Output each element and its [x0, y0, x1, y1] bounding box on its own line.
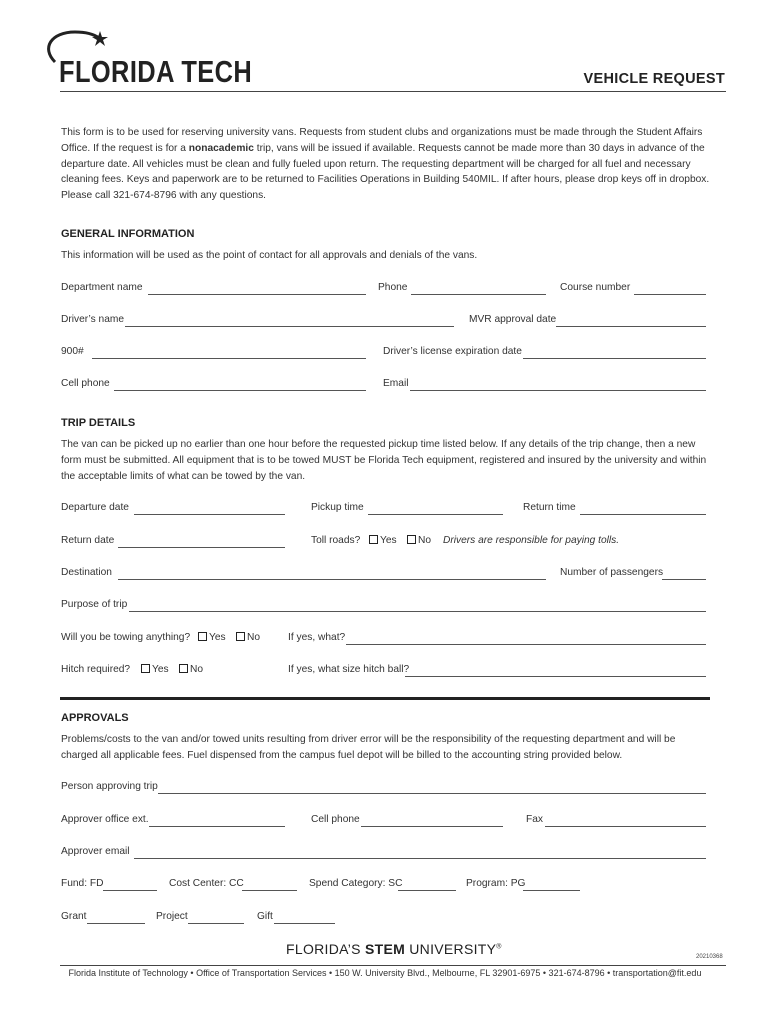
cost-center-label: Cost Center: CC: [169, 878, 244, 889]
gift-field[interactable]: [274, 923, 335, 924]
trip-note: The van can be picked up no earlier than one hour before the requested pickup time listed below. If any details of the trip change, then a new form must be submitted. All equipment that is to be towed MUST be Florida Tech equipment, registered and insured by the university and within the acceptable limits of what can be towed by the van.: [61, 439, 707, 482]
hitch-yes-option[interactable]: [141, 664, 169, 675]
toll-roads-label: Toll roads?: [311, 535, 361, 546]
department-name-label: Department name: [61, 282, 143, 293]
form-code: 20210368: [696, 954, 723, 960]
approvals-note: Problems/costs to the van and/or towed units resulting from driver error will be the responsibility of the requesting department and will be charged all applicable fees. Fuel dispensed from the campus fuel depot will be billed to the accounting string provided below.: [61, 734, 676, 761]
approver-email-label: Approver email: [61, 846, 130, 857]
grant-label: Grant: [61, 911, 87, 922]
id-900-field[interactable]: [92, 358, 366, 359]
person-approving-label: Person approving trip: [61, 781, 158, 792]
license-exp-label: Driver’s license expiration date: [383, 346, 522, 357]
return-date-field[interactable]: [118, 547, 285, 548]
passengers-field[interactable]: [662, 579, 706, 580]
license-exp-field[interactable]: [523, 358, 706, 359]
cell-phone-label: Cell phone: [61, 378, 110, 389]
intro-paragraph: [61, 125, 713, 204]
purpose-label: Purpose of trip: [61, 599, 128, 610]
spend-category-label: Spend Category: SC: [309, 878, 403, 889]
general-note: This information will be used as the point of contact for all approvals and denials of the vans.: [61, 250, 478, 261]
course-number-label: Course number: [560, 282, 631, 293]
towing-no-checkbox[interactable]: [236, 632, 245, 641]
office-ext-field[interactable]: [149, 826, 285, 827]
office-ext-label: Approver office ext.: [61, 814, 149, 825]
towing-what-field[interactable]: [346, 644, 706, 645]
program-field[interactable]: [523, 890, 580, 891]
purpose-field[interactable]: [129, 611, 706, 612]
mvr-date-label: MVR approval date: [469, 314, 557, 325]
fax-label: Fax: [526, 814, 543, 825]
drivers-name-label: Driver’s name: [61, 314, 125, 325]
footer-address: Florida Institute of Technology • Office of Transportation Services • 150 W. University Blvd., Melbourne, FL 32901-6975 • 321-674-8796 • transportation@fit.edu: [68, 968, 702, 978]
cell-phone-field[interactable]: [114, 390, 366, 391]
towing-label: Will you be towing anything?: [61, 632, 191, 643]
gift-label: Gift: [257, 911, 273, 922]
toll-yes-option[interactable]: [369, 535, 397, 546]
fax-field[interactable]: [545, 826, 706, 827]
towing-yes-option[interactable]: [198, 632, 226, 643]
grant-field[interactable]: [87, 923, 145, 924]
pickup-time-label: Pickup time: [311, 502, 364, 513]
department-name-field[interactable]: [148, 294, 366, 295]
if-yes-what-label: If yes, what?: [288, 632, 346, 643]
toll-no-option[interactable]: [407, 535, 431, 546]
course-number-field[interactable]: [634, 294, 706, 295]
passengers-label: Number of passengers: [560, 567, 664, 578]
project-label: Project: [156, 911, 188, 922]
stem-university-tagline: [286, 941, 502, 957]
toll-yes-checkbox[interactable]: [369, 535, 378, 544]
phone-label: Phone: [378, 282, 408, 293]
phone-field[interactable]: [411, 294, 546, 295]
intro-text-1: This form is to be used for reserving university vans. Requests from student clubs and organizations must be made through the Student Affairs Office. If the request is for a: [61, 127, 703, 154]
section-divider: [60, 697, 710, 700]
form-title: VEHICLE REQUEST: [583, 71, 725, 87]
hitch-yes-checkbox[interactable]: [141, 664, 150, 673]
tagline-stem: STEM: [364, 941, 406, 957]
departure-date-label: Departure date: [61, 502, 129, 513]
program-label: Program: PG: [466, 878, 526, 889]
toll-note: Drivers are responsible for paying tolls.: [443, 535, 620, 546]
registered-mark: ®: [496, 943, 502, 951]
towing-no-label: No: [247, 632, 261, 643]
return-date-label: Return date: [61, 535, 115, 546]
footer-rule: [60, 965, 726, 966]
approver-email-field[interactable]: [134, 858, 706, 859]
project-field[interactable]: [188, 923, 244, 924]
fund-label: Fund: FD: [61, 878, 104, 889]
email-field[interactable]: [410, 390, 706, 391]
hitch-no-label: No: [190, 664, 204, 675]
towing-yes-checkbox[interactable]: [198, 632, 207, 641]
id-900-label: 900#: [61, 346, 84, 357]
hitch-label: Hitch required?: [61, 664, 131, 675]
approver-cell-label: Cell phone: [311, 814, 360, 825]
return-time-field[interactable]: [580, 514, 706, 515]
tagline-part-1: FLORIDA’S: [286, 941, 365, 957]
hitch-no-checkbox[interactable]: [179, 664, 188, 673]
departure-date-field[interactable]: [134, 514, 285, 515]
email-label: Email: [383, 378, 409, 389]
hitch-no-option[interactable]: [179, 664, 203, 675]
towing-yes-label: Yes: [209, 632, 226, 643]
logo-wordmark: FLORIDA TECH: [59, 54, 253, 89]
approver-cell-field[interactable]: [361, 826, 503, 827]
trip-heading: TRIP DETAILS: [61, 417, 136, 429]
tagline-part-2: UNIVERSITY: [405, 941, 497, 957]
toll-no-label: No: [418, 535, 432, 546]
destination-field[interactable]: [118, 579, 546, 580]
spend-category-field[interactable]: [398, 890, 456, 891]
cost-center-field[interactable]: [242, 890, 297, 891]
towing-no-option[interactable]: [236, 632, 260, 643]
toll-no-checkbox[interactable]: [407, 535, 416, 544]
return-time-label: Return time: [523, 502, 576, 513]
fund-field[interactable]: [103, 890, 157, 891]
mvr-date-field[interactable]: [556, 326, 706, 327]
destination-label: Destination: [61, 567, 112, 578]
hitch-yes-label: Yes: [152, 664, 169, 675]
toll-yes-label: Yes: [380, 535, 397, 546]
intro-bold: nonacademic: [188, 142, 254, 154]
drivers-name-field[interactable]: [125, 326, 454, 327]
header-rule: [60, 91, 726, 92]
pickup-time-field[interactable]: [368, 514, 503, 515]
approvals-heading: APPROVALS: [61, 712, 129, 724]
intro-text-2: trip, vans will be issued if available. Requests cannot be made more than 30 days in advance of the departure date. All vehicles must be clean and fully fueled upon return. The requesting department will be charged for all fuel and necessary cleaning fees. Keys and paperwork are to be returned to Facilities Operations in Building 540MIL. If after hours, please drop keys off in dropbox. Please call 321-674-8796 with any questions.: [61, 142, 710, 202]
hitch-size-label: If yes, what size hitch ball?: [288, 664, 410, 675]
general-heading: GENERAL INFORMATION: [61, 228, 195, 240]
hitch-size-field[interactable]: [405, 676, 706, 677]
person-approving-field[interactable]: [158, 793, 706, 794]
